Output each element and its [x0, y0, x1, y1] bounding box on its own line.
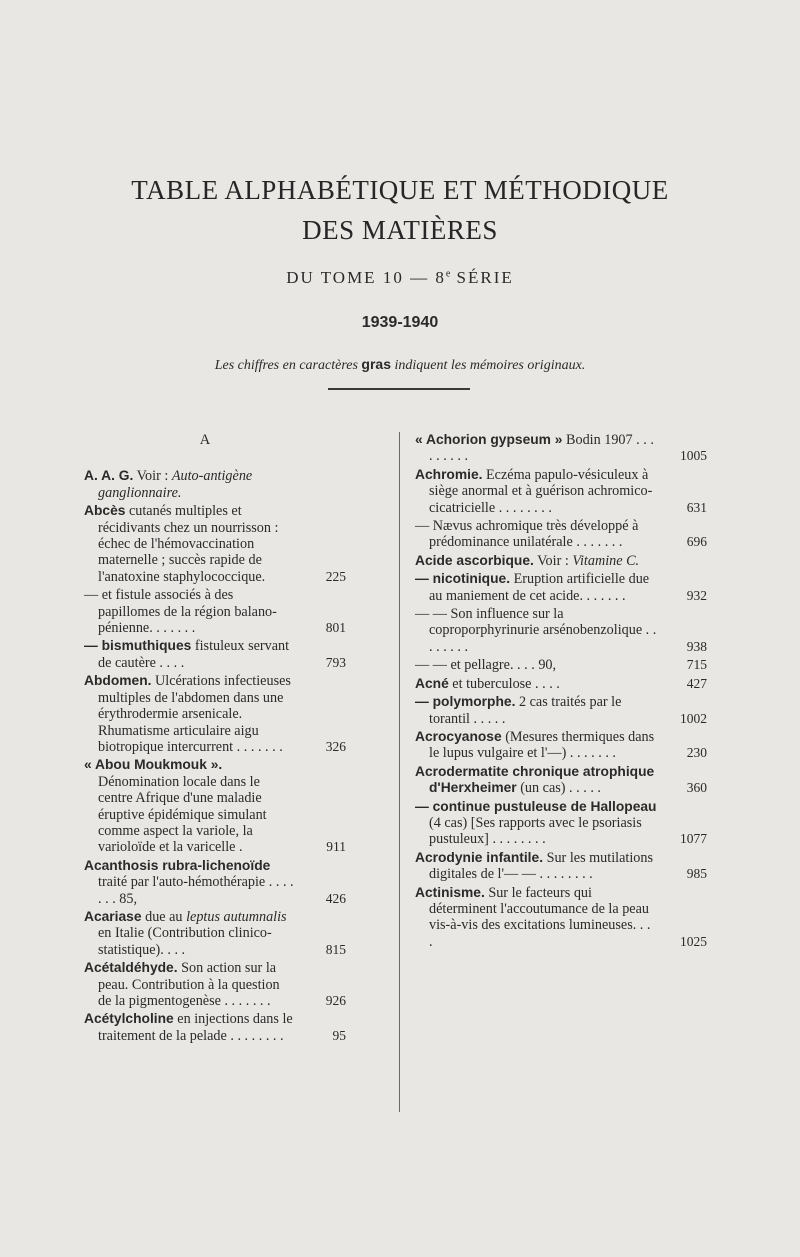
index-entry — [415, 764, 707, 797]
entry-heading: Abcès — [84, 503, 126, 519]
page-number: 326 — [325, 738, 346, 754]
index-entry — [84, 638, 346, 671]
entry-text: Eruption artificielle due au maniement de cet acide. . . . . . . — [429, 571, 650, 604]
index-entry — [415, 676, 707, 692]
index-entry — [84, 960, 346, 1009]
page-number: 631 — [686, 499, 707, 515]
index-entry — [415, 571, 707, 604]
entry-heading: Acide ascorbique. — [415, 552, 534, 568]
index-entry — [415, 467, 707, 516]
page-number: 932 — [686, 587, 707, 603]
typography-note — [0, 356, 800, 374]
index-entry — [415, 518, 707, 551]
page-number: 426 — [325, 890, 346, 906]
index-entry — [84, 858, 346, 907]
index-entry — [84, 1011, 346, 1044]
entry-text: traité par l'auto-hémothérapie . . . . . . . 85, — [98, 874, 294, 907]
entry-text: 2 cas traités par le torantil . . . . . — [429, 694, 622, 727]
entry-italic: leptus autumnalis — [186, 908, 287, 925]
right-column — [415, 432, 707, 952]
years: 1939-1940 — [361, 314, 439, 331]
volume-subtitle — [0, 268, 800, 288]
page-number: 1025 — [680, 933, 707, 949]
entry-text: (un cas) . . . . . — [516, 780, 601, 797]
index-entry — [415, 729, 707, 762]
entry-text: Ulcérations infectieuses multiples de l'abdomen dans une érythrodermie arsenicale. Rhumatisme articulaire aigu biotropique intercurrent . . . . . . . — [98, 673, 291, 755]
index-entry — [84, 587, 346, 636]
entry-heading: Acanthosis rubra-lichenoïde — [84, 857, 271, 873]
page-number: 815 — [325, 941, 346, 957]
entry-heading: Achromie. — [415, 466, 483, 482]
page-number: 360 — [686, 780, 707, 796]
page-number: 911 — [326, 839, 346, 855]
subtitle-tail: SÉRIE — [450, 268, 514, 287]
entry-text: Dénomination locale dans le centre Afrique d'une maladie éruptive épidémique simulant comme aspect la variole, la varioloïde et la varicelle . — [98, 773, 267, 856]
entry-text: fistuleux servant de cautère . . . . — [98, 638, 290, 671]
entry-heading: « Achorion gypseum » — [415, 432, 563, 447]
page-number: 926 — [325, 993, 346, 1008]
entry-heading: Acétylcholine — [84, 1011, 174, 1027]
entry-heading: Acné — [415, 675, 449, 691]
entry-text: — — Son influence sur la coproporphyrinurie arsénobenzolique . . . . . . . . — [415, 606, 657, 655]
note-before: Les chiffres en caractères — [214, 358, 362, 373]
page-number: 427 — [686, 675, 707, 691]
page-title-line1: TABLE ALPHABÉTIQUE ET MÉTHODIQUE — [131, 175, 669, 205]
entry-text: Sur les mutilations digitales de l'— — . . . . . . . . — [429, 849, 653, 883]
index-entry — [415, 606, 707, 655]
entry-text: — Nævus achromique très développé à prédominance unilatérale . . . . . . . — [415, 518, 639, 551]
entry-text: cutanés multiples et récidivants chez un nourrisson : échec de l'hémovaccination maternelle ; succès rapide de l'anatoxine staphylococcique. — [98, 503, 279, 585]
page-number: 95 — [332, 1027, 346, 1043]
title-rule — [328, 388, 470, 390]
page-number: 801 — [325, 620, 346, 636]
entry-heading: — polymorphe. — [415, 694, 516, 710]
page-number: 985 — [686, 866, 707, 882]
page-number: 1002 — [680, 710, 707, 726]
subtitle-sup: e — [445, 268, 451, 280]
column-divider — [399, 432, 400, 1112]
entry-text: et tuberculose . . . . — [448, 675, 560, 692]
subtitle-main: DU TOME 10 — 8 — [286, 268, 446, 287]
entry-heading: Acrodermatite chronique atrophique d'Herxheimer — [415, 763, 655, 796]
index-entry — [415, 694, 707, 727]
entry-text: en injections dans le traitement de la pelade . . . . . . . . — [98, 1011, 293, 1044]
entry-heading: Acrodynie infantile. — [415, 849, 544, 865]
index-entry — [84, 503, 346, 585]
note-bold: gras — [361, 356, 391, 372]
entry-heading: Acrocyanose — [415, 728, 502, 744]
index-entry — [415, 885, 707, 951]
entry-heading: Acétaldéhyde. — [84, 960, 178, 976]
entry-italic: Vitamine C. — [572, 552, 640, 569]
section-letter: A — [199, 432, 211, 448]
page-number: 938 — [686, 638, 707, 654]
page-number: 696 — [686, 534, 707, 550]
entry-text: (Mesures thermiques dans le lupus vulgaire et l'—) . . . . . . . — [429, 728, 655, 762]
entry-text: Bodin 1907 . . . . . . . . . — [429, 432, 654, 465]
left-entries — [84, 468, 346, 1044]
page-number: 715 — [686, 657, 707, 673]
index-entry — [415, 553, 707, 569]
index-entry — [415, 799, 707, 848]
entry-text: Eczéma papulo-vésiculeux à siège anormal et à guérison achromico-cicatricielle . . . . . . . . — [429, 466, 653, 516]
index-entry — [84, 909, 346, 958]
entry-text: Sur le facteurs qui déterminent l'accoutumance de la peau vis-à-vis des excitations lumineuses. . . . — [429, 884, 651, 950]
page-number: 225 — [325, 568, 346, 584]
entry-text: — et fistule associés à des papillomes de la région balano-pénienne. . . . . . . — [84, 587, 277, 637]
left-column — [84, 432, 346, 1046]
entry-text: Voir : — [533, 552, 573, 569]
page-number: 1077 — [680, 831, 707, 847]
index-entry — [415, 657, 707, 673]
entry-heading: — bismuthiques — [84, 638, 192, 654]
entry-heading: Acariase — [84, 908, 142, 924]
page-number: 230 — [686, 745, 707, 761]
right-entries — [415, 432, 707, 950]
entry-heading: Actinisme. — [415, 884, 485, 900]
entry-text-cont: en Italie (Contribution clinico-statistique). . . . — [98, 925, 272, 958]
entry-heading: A. A. G. — [84, 468, 134, 484]
entry-heading: « Abou Moukmouk ». — [84, 757, 223, 773]
entry-text: (4 cas) [Ses rapports avec le psoriasis pustuleux] . . . . . . . . — [429, 814, 642, 848]
entry-heading: — nicotinique. — [415, 571, 511, 587]
entry-heading: — continue pustuleuse de Hallopeau — [415, 798, 657, 814]
page-number: 1005 — [680, 448, 707, 464]
entry-text: — — et pellagre. . . . 90, — [415, 657, 557, 674]
page-number: 793 — [325, 654, 346, 670]
entry-text: Voir : — [133, 468, 172, 485]
index-entry — [84, 757, 346, 855]
index-entry — [415, 850, 707, 883]
index-entry — [84, 468, 346, 501]
index-entry — [84, 673, 346, 755]
entry-heading: Abdomen. — [84, 673, 152, 689]
entry-text: Son action sur la peau. Contribution à la question de la pigmentogenèse . . . . . . . — [98, 960, 280, 1009]
entry-italic: Auto-antigène ganglionnaire. — [98, 468, 253, 501]
index-entry — [415, 432, 707, 465]
entry-text: due au — [141, 908, 187, 925]
page-title-line2: DES MATIÈRES — [302, 215, 498, 245]
note-after: indiquent les mémoires originaux. — [391, 358, 586, 373]
